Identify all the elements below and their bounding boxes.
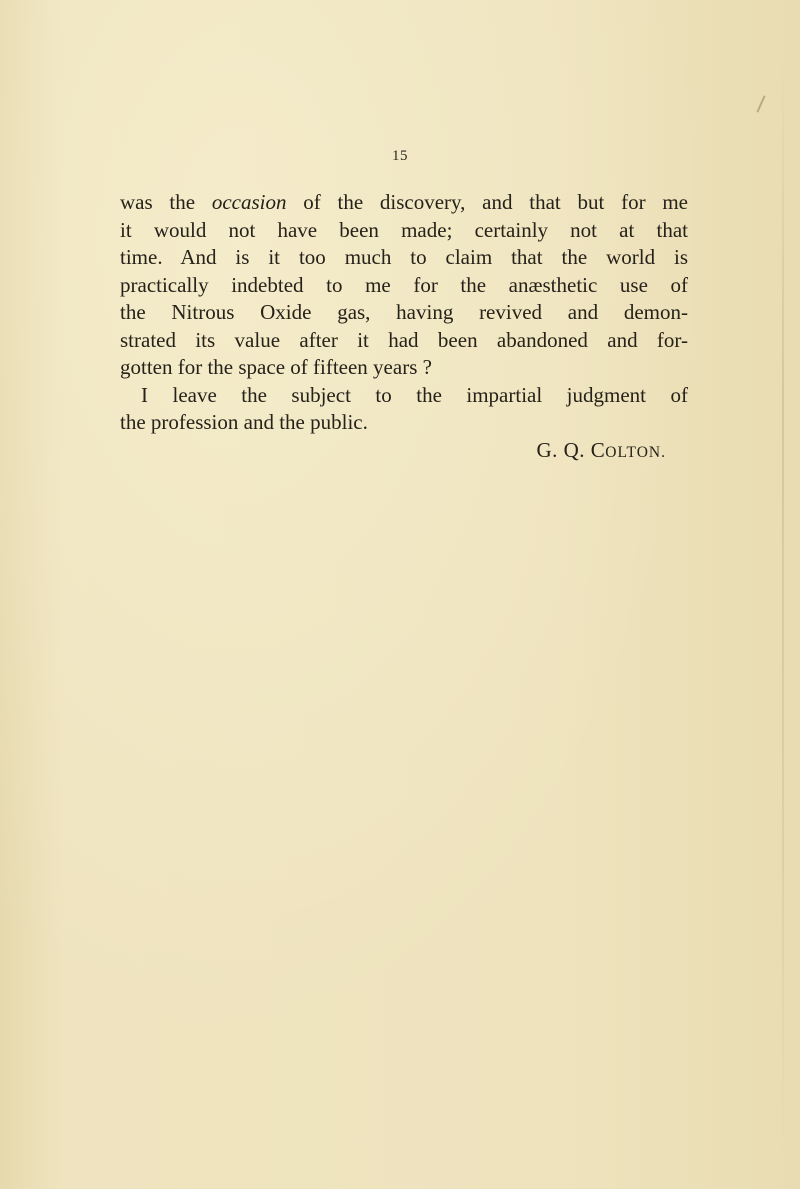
text-line: gotten for the space of fifteen years ?: [120, 355, 432, 379]
text-line: time. And is it too much to claim that the world is: [120, 245, 688, 269]
text-line: I leave the subject to the impartial judgment of: [141, 382, 688, 407]
text-line: practically indebted to me for the anæsthetic use of: [120, 272, 688, 297]
author-signature: G. Q. COLTON.: [536, 437, 666, 462]
text-line: it would not have been made; certainly not at that: [120, 217, 688, 242]
page-edge-crease: [782, 60, 784, 1160]
emphasized-word: occasion: [211, 190, 287, 214]
body-text: [120, 189, 688, 464]
text-line: strated its value after it had been abandoned and for-: [120, 327, 688, 352]
text-line: the profession and the public.: [120, 410, 368, 434]
paper-blemish: [756, 95, 765, 112]
page-number: 15: [392, 148, 408, 164]
text-line: the Nitrous Oxide gas, having revived and demon-: [120, 300, 688, 324]
text-line: was the occasion of the discovery, and that but for me: [120, 190, 688, 214]
